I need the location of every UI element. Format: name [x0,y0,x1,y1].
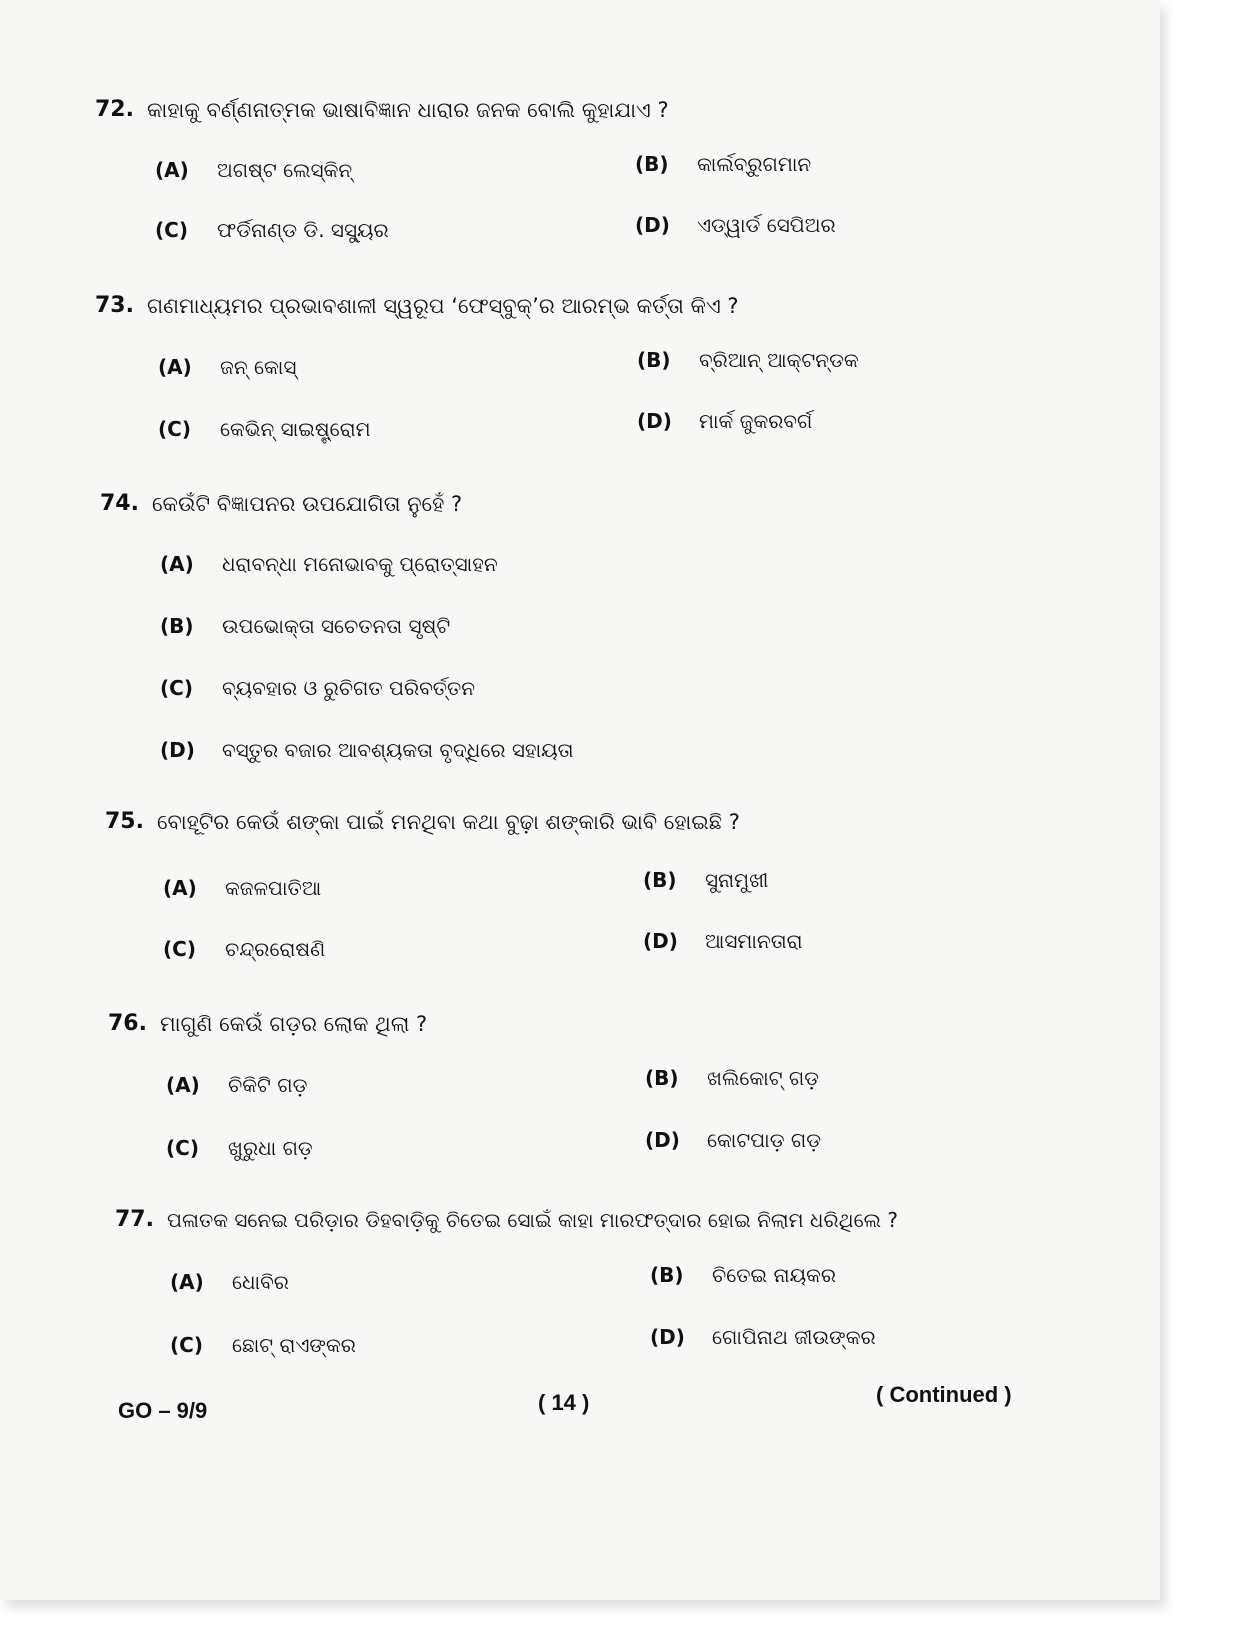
option-text: ଜନ୍ କୋସ୍ [220,355,297,379]
question-number: 75. [105,809,144,834]
option-a[interactable] [158,355,296,379]
option-text: କେଭିନ୍ ସାଇଷ୍ଟ୍ରୋମ [220,417,371,441]
question-text: କେଉଁଟି ବିଜ୍ଞାପନର ଉପଯୋଗିତା ନୁହେଁ ? [152,492,463,516]
option-text: ଧରାବନ୍ଧା ମନୋଭାବକୁ ପ୍ରୋତ୍ସାହନ [222,552,498,576]
option-text: କଜଳପାତିଆ [225,876,322,900]
option-label: (C) [160,676,193,700]
option-label: (C) [163,937,196,961]
option-d[interactable] [645,1128,821,1152]
option-text: ଖଲିକୋଟ୍ ଗଡ଼ [707,1066,820,1090]
option-c[interactable] [170,1333,356,1357]
option-d[interactable] [160,738,574,762]
option-label: (D) [637,409,672,433]
option-d[interactable] [650,1325,876,1349]
question-77 [115,1206,1145,1236]
option-label: (D) [645,1128,680,1152]
option-text: ଆସମାନତାରା [705,929,803,953]
option-text: ଖୁରୁଧା ଗଡ଼ [228,1136,313,1160]
page-number: ( 14 ) [538,1390,590,1415]
question-number: 77. [115,1207,154,1232]
option-label: (C) [155,218,188,242]
option-c[interactable] [160,676,475,700]
option-text: ଗୋପିନାଥ ଜୀଉଙ୍କର [712,1325,876,1349]
option-c[interactable] [155,218,389,242]
option-label: (D) [635,213,670,237]
option-label: (B) [160,614,194,638]
option-c[interactable] [166,1136,313,1160]
option-text: ମାର୍କ ଜୁକରବର୍ଗ [699,409,813,433]
option-text: ଚିତେଇ ନାୟକର [712,1263,837,1287]
option-label: (A) [155,158,189,182]
option-label: (D) [643,929,678,953]
question-text: ମାଗୁଣି କେଉଁ ଗଡ଼ର ଲୋକ ଥିଲା ? [160,1012,428,1036]
option-label: (A) [158,355,192,379]
question-number: 72. [95,97,134,122]
option-text: ଏଡ୍‌ୱାର୍ଡ ସେପିଅର [697,213,836,237]
option-a[interactable] [160,552,498,576]
option-d[interactable] [643,929,803,953]
option-text: ଫର୍ଡିନାଣ୍ଡ ଡି. ସସ୍ୟୁର [217,218,389,242]
option-a[interactable] [170,1270,289,1294]
option-text: ବ୍ୟବହାର ଓ ରୁଚିଗତ ପରିବର୍ତ୍ତନ [222,676,476,700]
option-text: କୋଟପାଡ଼ ଗଡ଼ [707,1128,822,1152]
option-text: ବସ୍ତୁର ବଜାର ଆବଶ୍ୟକତା ବୃଦ୍ଧିରେ ସହାୟତା [222,738,574,762]
option-b[interactable] [637,348,859,372]
option-label: (A) [163,876,197,900]
option-b[interactable] [635,152,811,176]
option-b[interactable] [643,868,768,892]
option-label: (B) [645,1066,679,1090]
option-b[interactable] [160,614,450,638]
option-a[interactable] [163,876,321,900]
option-c[interactable] [163,937,325,961]
question-73 [95,292,1095,322]
option-label: (C) [166,1136,199,1160]
option-label: (B) [650,1263,684,1287]
option-text: ସୁନାମୁଖୀ [705,868,769,892]
option-label: (D) [160,738,195,762]
question-text: ପଳାତକ ସନେଇ ପରିଡ଼ାର ଡିହବାଡ଼ିକୁ ଚିତେଇ ସୋଇଁ କାହା ମାରଫତ୍‌ଦାର ହୋଇ ନିଲାମ ଧରିଥିଲେ ? [167,1208,898,1232]
option-label: (A) [160,552,194,576]
option-text: ଚିକିଟି ଗଡ଼ [228,1073,308,1097]
question-text: କାହାକୁ ବର୍ଣ୍ଣନାତ୍ମକ ଭାଷାବିଜ୍ଞାନ ଧାରାର ଜନକ ବୋଲି କୁହାଯାଏ ? [147,98,669,122]
continued-label: ( Continued ) [876,1382,1012,1407]
option-label: (C) [170,1333,203,1357]
option-label: (D) [650,1325,685,1349]
option-label: (B) [635,152,669,176]
question-74 [100,490,1100,520]
option-text: ଅଗଷ୍ଟ ଲେସ୍କିନ୍ [217,158,353,182]
option-label: (B) [643,868,677,892]
option-text: ଧୋବିର [232,1270,289,1294]
question-75 [105,808,1105,838]
option-text: କାର୍ଲବ୍ରୁଗମାନ [697,152,812,176]
option-label: (A) [166,1073,200,1097]
option-text: ଛୋଟ୍ ରାଏଙ୍କର [232,1333,356,1357]
question-number: 74. [100,491,139,516]
question-number: 76. [108,1011,147,1036]
option-label: (B) [637,348,671,372]
option-a[interactable] [155,158,352,182]
option-text: ଚନ୍ଦ୍ରରୋଷଣି [225,937,326,961]
question-text: ଗଣମାଧ୍ୟମର ପ୍ରଭାବଶାଳୀ ସ୍ୱରୂପ ‘ଫେସ୍‌ବୁକ୍’ର ଆରମ୍ଭ କର୍ତ୍ତା କିଏ ? [147,294,739,318]
option-text: ବ୍ରିଆନ୍ ଆକ୍ଟନ୍‌ଡକ [699,348,859,372]
option-c[interactable] [158,417,371,441]
option-label: (C) [158,417,191,441]
question-76 [108,1010,1108,1040]
option-d[interactable] [635,213,836,237]
option-b[interactable] [645,1066,819,1090]
option-b[interactable] [650,1263,836,1287]
option-text: ଉପଭୋକ୍ତା ସଚେତନତା ସୃଷ୍ଟି [222,614,451,638]
question-text: ବୋହୂଟିର କେଉଁ ଶଙ୍କା ପାଇଁ ମନଥିବା କଥା ବୁଢ଼ା ଶଙ୍କାରି ଭାବି ହୋଇଛି ? [157,810,740,834]
question-number: 73. [95,293,134,318]
option-d[interactable] [637,409,812,433]
option-a[interactable] [166,1073,307,1097]
paper-code: GO – 9/9 [118,1398,208,1423]
option-label: (A) [170,1270,204,1294]
